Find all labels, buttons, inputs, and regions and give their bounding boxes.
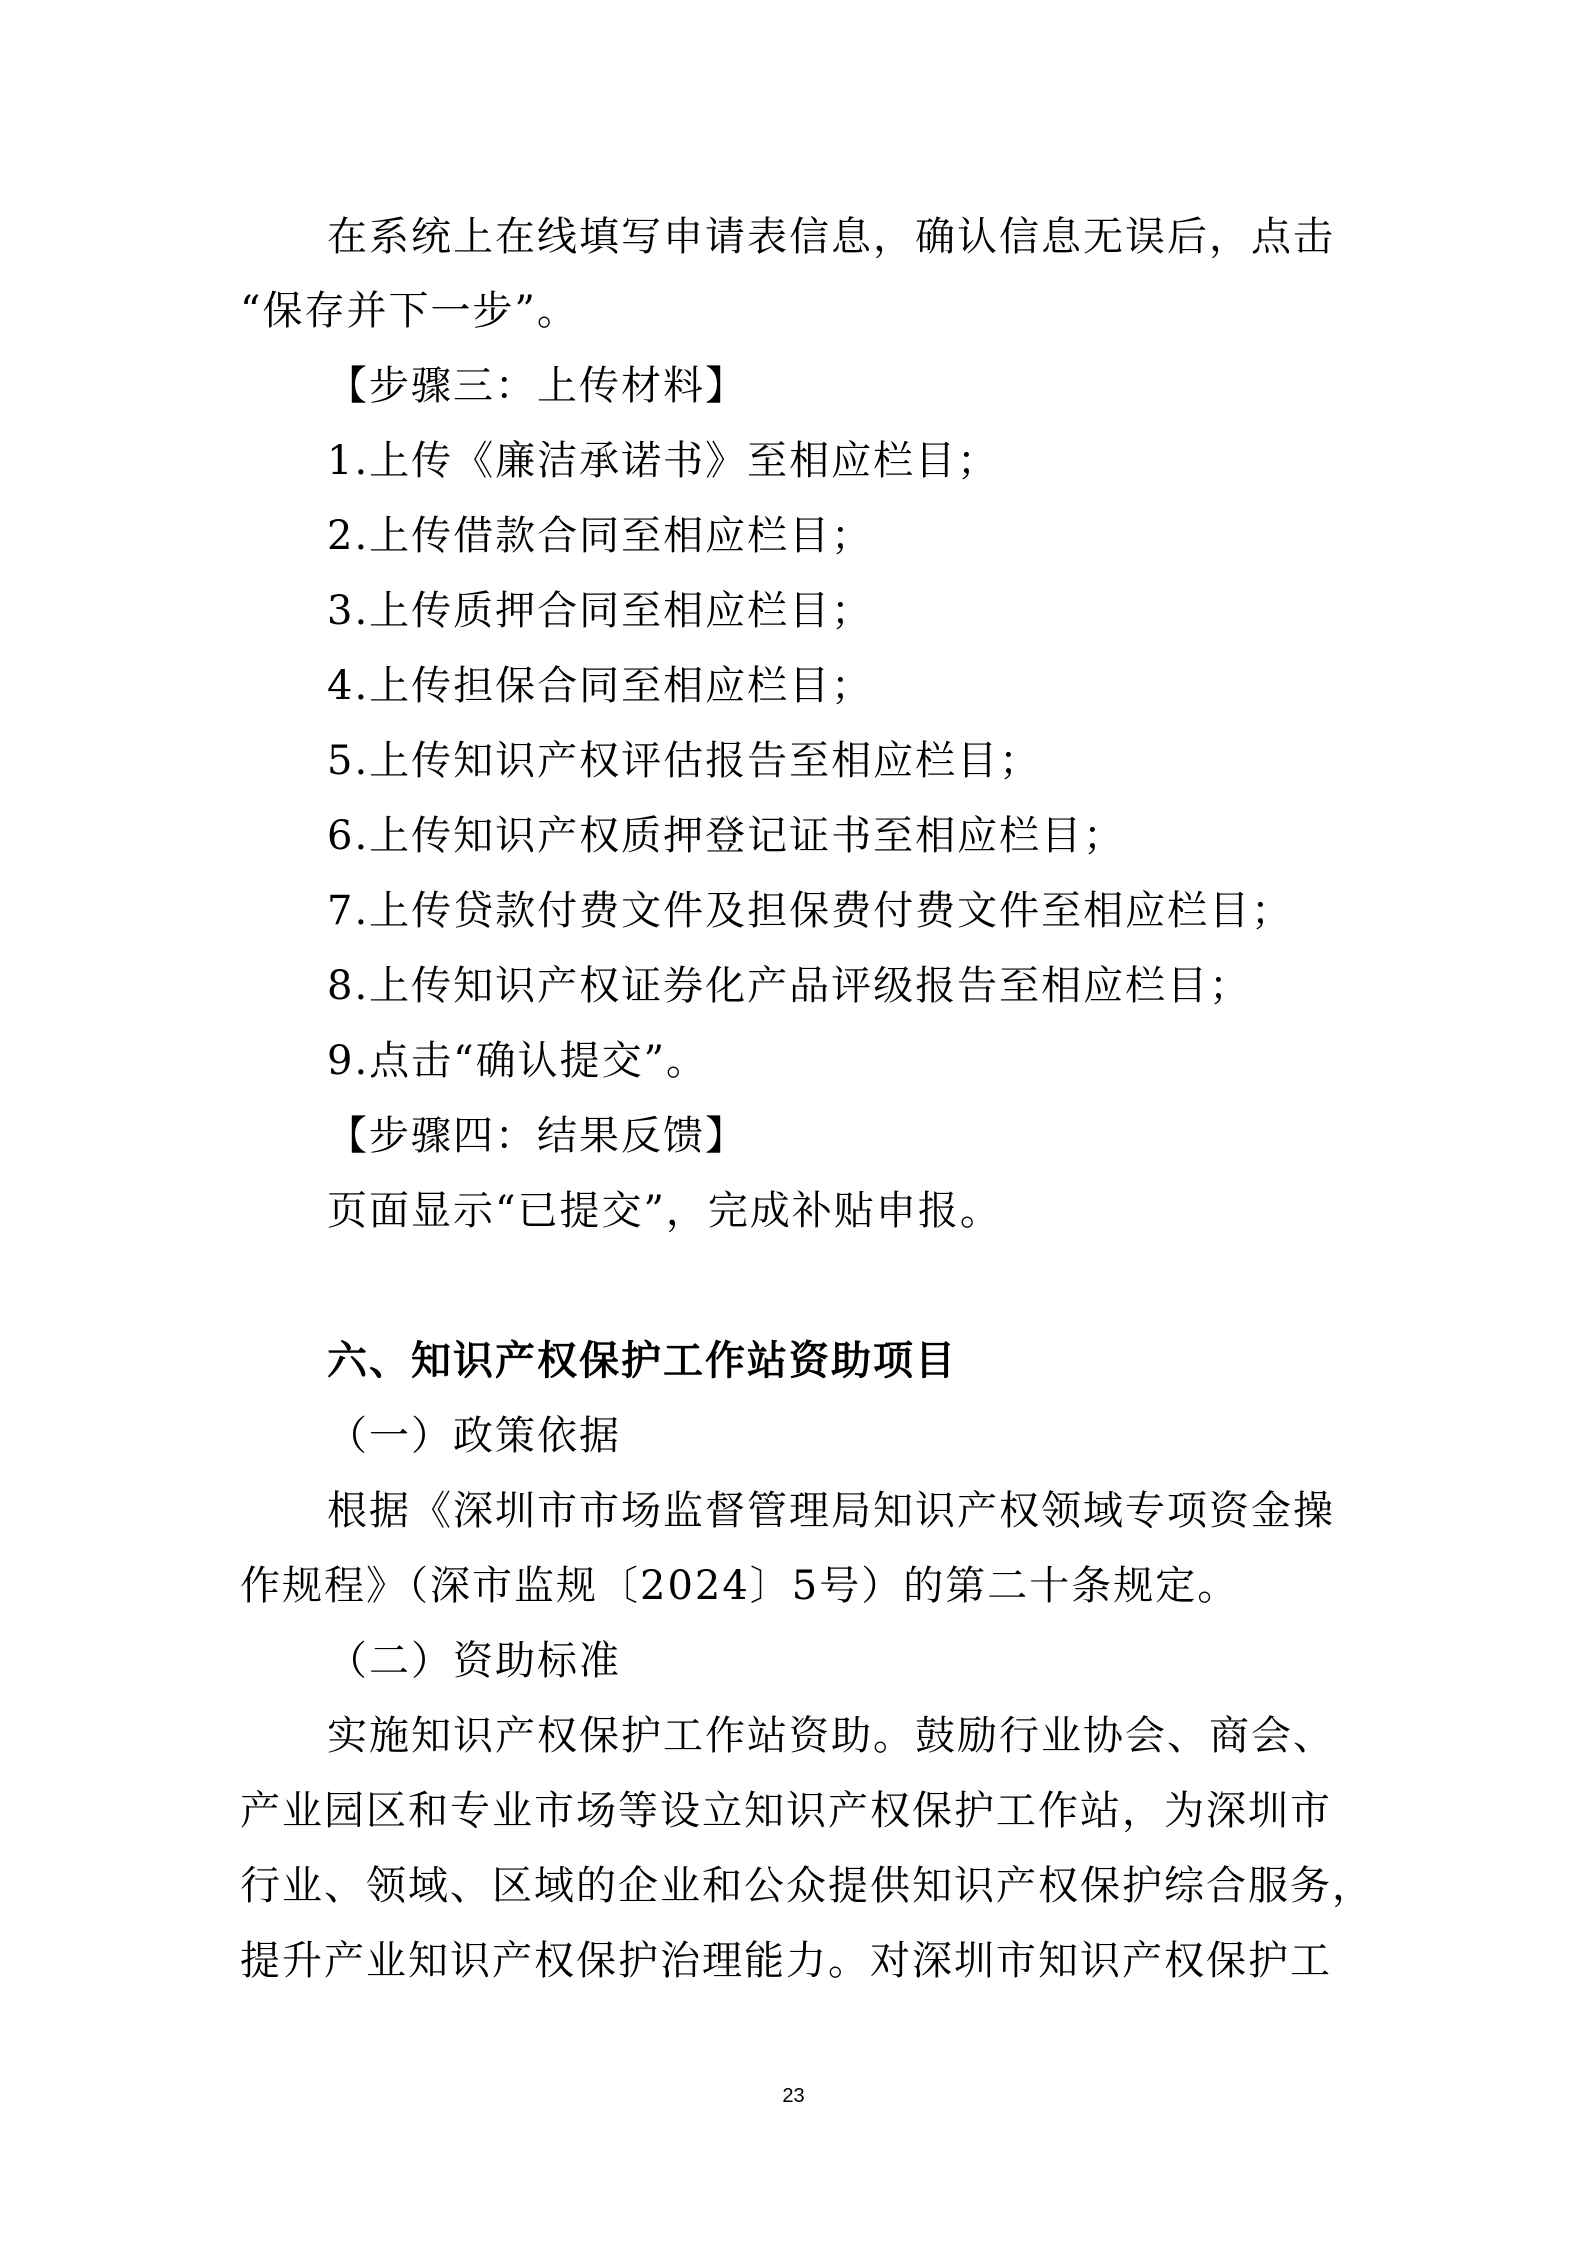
body-paragraph-line: 实施知识产权保护工作站资助。鼓励行业协会、商会、	[327, 1713, 1335, 1759]
list-item: 8.上传知识产权证券化产品评级报告至相应栏目；	[327, 963, 1252, 1009]
step-heading: 【步骤三：上传材料】	[327, 363, 747, 409]
page-number: 23	[782, 2085, 805, 2107]
step-heading: 【步骤四：结果反馈】	[327, 1113, 747, 1159]
body-paragraph-line: 提升产业知识产权保护治理能力。对深圳市知识产权保护工	[240, 1938, 1332, 1984]
body-paragraph-line: 产业园区和专业市场等设立知识产权保护工作站，为深圳市	[240, 1788, 1332, 1834]
list-item: 2.上传借款合同至相应栏目；	[327, 513, 874, 559]
body-paragraph-line: “保存并下一步”。	[240, 288, 579, 334]
body-paragraph-line: 作规程》（深市监规〔2024〕5号）的第二十条规定。	[240, 1563, 1240, 1609]
subsection-heading: （二）资助标准	[327, 1638, 621, 1684]
body-paragraph-line: 根据《深圳市市场监督管理局知识产权领域专项资金操	[327, 1488, 1335, 1534]
list-item: 1.上传《廉洁承诺书》至相应栏目；	[327, 438, 1000, 484]
list-item: 7.上传贷款付费文件及担保费付费文件至相应栏目；	[327, 888, 1294, 934]
list-item: 6.上传知识产权质押登记证书至相应栏目；	[327, 813, 1126, 859]
list-item: 3.上传质押合同至相应栏目；	[327, 588, 874, 634]
section-heading: 六、知识产权保护工作站资助项目	[327, 1338, 957, 1384]
list-item: 4.上传担保合同至相应栏目；	[327, 663, 874, 709]
list-item: 5.上传知识产权评估报告至相应栏目；	[327, 738, 1042, 784]
subsection-heading: （一）政策依据	[327, 1413, 621, 1459]
body-paragraph-line: 在系统上在线填写申请表信息，确认信息无误后，点击	[327, 214, 1335, 260]
body-paragraph-line: 行业、领域、区域的企业和公众提供知识产权保护综合服务，	[240, 1863, 1374, 1909]
list-item: 9.点击“确认提交”。	[327, 1038, 709, 1084]
body-paragraph-line: 页面显示“已提交”，完成补贴申报。	[327, 1188, 1002, 1234]
